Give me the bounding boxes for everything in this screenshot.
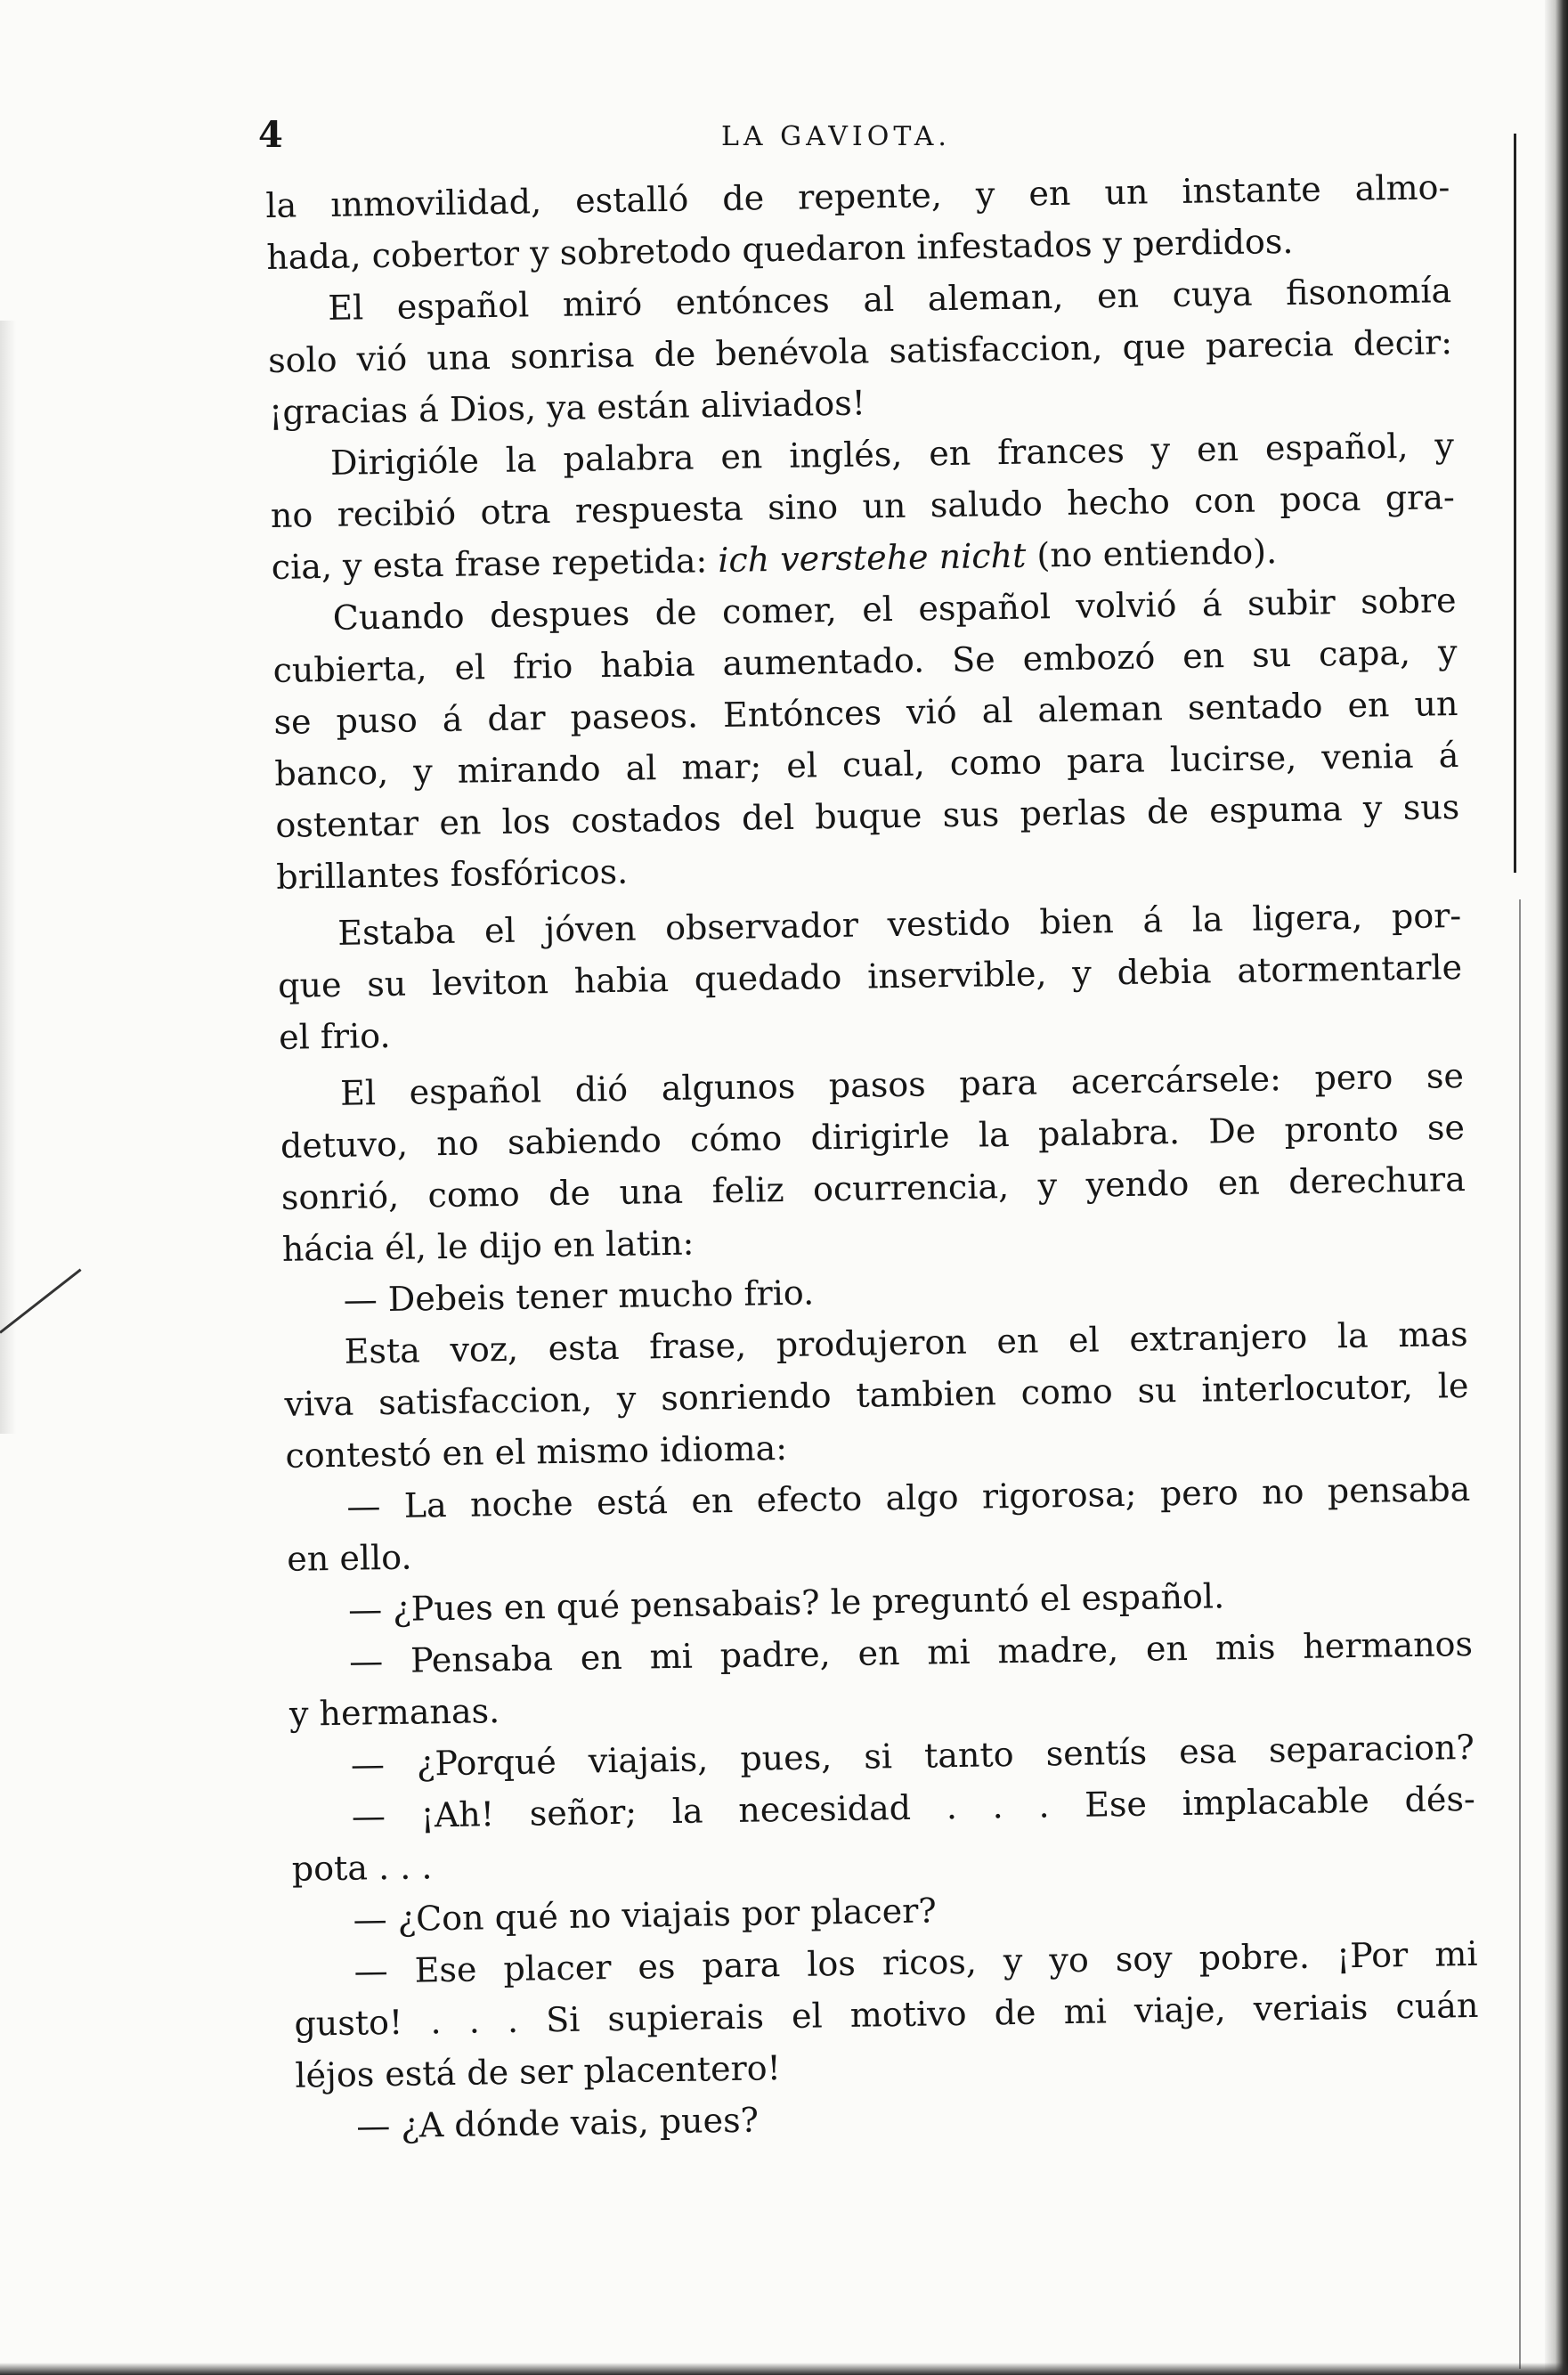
text-line: el frio. [278, 1015, 391, 1057]
body-text [265, 161, 1481, 2153]
text-line: — Debeis tener mucho frio. [343, 1273, 815, 1320]
text-line: brillantes fosfóricos. [275, 851, 629, 897]
text-segment: cia, y esta frase repetida: [271, 541, 708, 587]
text-line: — ¡Ah! señor; la necesidad . . . Ese implacable dés- [351, 1778, 1476, 1836]
text-line: en ello. [286, 1537, 412, 1579]
page-bottom-shadow [0, 2363, 1568, 2375]
text-line: — La noche está en efecto algo rigorosa; pero no pensaba [346, 1468, 1471, 1526]
text-line: — ¿Porqué viajais, pues, si tanto sentís esa separacion? [350, 1727, 1475, 1785]
text-line: banco, y mirando al mar; el cual, como para lucirse, venia á [274, 736, 1459, 793]
text-line: — Pensaba en mi padre, en mi madre, en mis hermanos [348, 1623, 1474, 1681]
page-binding-edge [1545, 0, 1568, 2375]
text-line: hácia él, le dijo en latin: [281, 1223, 695, 1269]
text-line: Esta voz, esta frase, produjeron en el extranjero la mas [344, 1314, 1468, 1371]
text-line: El español dió algunos pasos para acercársele: pero se [339, 1055, 1465, 1113]
text-line: Dirigióle la palabra en inglés, en frances y en español, y [329, 426, 1455, 483]
text-line: sonrió, como de una feliz ocurrencia, y yendo en derechura [280, 1159, 1466, 1217]
text-line: y hermanas. [288, 1691, 500, 1734]
text-line: contestó en el mismo idioma: [285, 1427, 788, 1476]
text-line: que su leviton habia quedado inservible, y debia atormentarle [277, 948, 1463, 1005]
running-title: LA GAVIOTA. [721, 121, 951, 152]
text-line: cubierta, el frio habia aumentado. Se embozó en su capa, y [272, 632, 1458, 690]
text-line: Cuando despues de comer, el español volvió á subir sobre [332, 581, 1457, 638]
page-number: 4 [258, 114, 283, 156]
text-line: hada, cobertor y sobretodo quedaron infestados y perdidos. [266, 221, 1294, 277]
page-header [258, 114, 1442, 167]
text-line: la ınmovilidad, estalló de repente, y en un instante almo- [265, 167, 1450, 225]
text-line: — Ese placer es para los ricos, y yo soy pobre. ¡Por mi [353, 1933, 1478, 1991]
text-line: se puso á dar paseos. Entónces vió al aleman sentado en un [273, 684, 1458, 742]
text-line: viva satisfaccion, y sonriendo tambien como su interlocutor, le [284, 1365, 1469, 1424]
text-line: Estaba el jóven observador vestido bien á la ligera, por- [337, 896, 1462, 953]
binding-line [1514, 134, 1516, 873]
text-line: detuvo, no sabiendo cómo dirigirle la palabra. De pronto se [280, 1107, 1466, 1166]
text-line: ostentar en los costados del buque sus perlas de espuma y sus [275, 787, 1460, 845]
text-line: no recibió otra respuesta sino un saludo hecho con poca gra- [270, 477, 1456, 535]
text-line: pota . . . [291, 1847, 433, 1889]
binding-line-lower [1519, 899, 1521, 2369]
text-line: El español miró entónces al aleman, en cuya fisonomía [327, 271, 1452, 328]
text-line: ¡gracias á Dios, ya están aliviados! [268, 383, 866, 432]
page-left-edge-shadow [0, 321, 16, 1434]
text-line: — ¿Pues en qué pensabais? le preguntó el español. [347, 1576, 1225, 1630]
italic-phrase: ich verstehe nicht [717, 535, 1027, 581]
text-segment: (no entiendo). [1036, 532, 1278, 575]
text-line: gusto! . . . Si supierais el motivo de mi viaje, veriais cuán [294, 1985, 1479, 2044]
text-line: solo vió una sonrisa de benévola satisfaccion, que parecia decir: [267, 322, 1453, 380]
text-line: — ¿Con qué no viajais por placer? [353, 1891, 938, 1940]
text-line: — ¿A dónde vais, pues? [355, 2100, 760, 2146]
text-line: léjos está de ser placentero! [295, 2048, 782, 2095]
